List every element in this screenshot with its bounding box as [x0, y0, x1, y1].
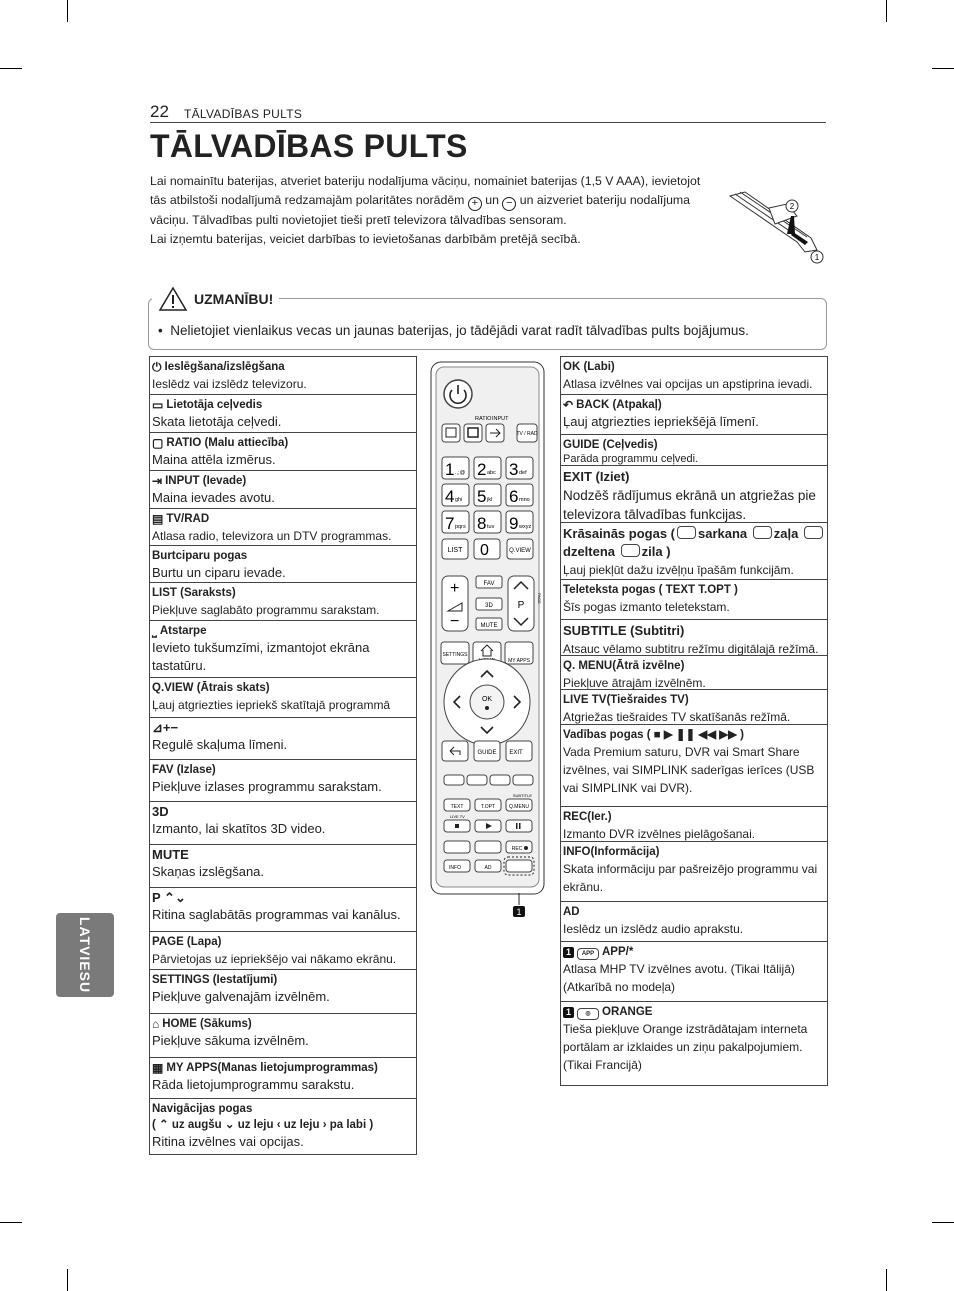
item-title-text: FAV (Izlase) [152, 764, 216, 776]
p-key-label: P [517, 600, 525, 611]
right-description-column [560, 356, 828, 1086]
note-badge: 1 [563, 1007, 574, 1018]
left-item [150, 509, 416, 546]
item-description: Piekļuve izlases programmu sarakstam. [152, 779, 382, 794]
remote-control-illustration [430, 361, 545, 895]
item-description: Maina ievades avotu. [152, 490, 275, 505]
item-description: Maina attēla izmērus. [152, 452, 276, 467]
left-item [150, 433, 416, 471]
red-button-icon [677, 526, 696, 539]
number-key-letters: mno [519, 497, 530, 503]
zero-key-label: 0 [480, 542, 489, 559]
right-item [561, 902, 827, 942]
item-title [563, 468, 825, 486]
left-item [150, 583, 416, 621]
button-icon: ◎ [577, 1008, 599, 1020]
ok-key-label: OK [481, 696, 493, 703]
item-description: Ieslēdz vai izslēdz televizoru. [152, 377, 307, 391]
page-caption: PAGE [537, 593, 542, 604]
number-key-digit: 6 [509, 487, 519, 506]
item-title [152, 934, 414, 950]
left-item [150, 678, 416, 718]
right-item [561, 725, 827, 807]
item-title [563, 582, 825, 598]
number-key-digit: 9 [509, 514, 519, 533]
function-icon: ⏻ [152, 360, 162, 374]
note-badge: 1 [563, 947, 574, 958]
intro-text-segment: un [485, 193, 499, 207]
item-description: Atlasa radio, televizora un DTV programmas. [152, 529, 392, 543]
item-title-text: APP/* [602, 946, 634, 958]
right-item [561, 395, 827, 435]
function-icon: ▦ [152, 1061, 164, 1075]
item-title [152, 680, 414, 696]
number-key-digit: 8 [477, 514, 487, 533]
item-description: Ieslēdz un izslēdz audio aprakstu. [563, 922, 744, 936]
item-description: Piekļuve sākuma izvēlnēm. [152, 1033, 309, 1048]
yellow-button-icon [804, 526, 823, 539]
color-label: sarkana [698, 526, 748, 541]
item-title-text: EXIT (Iziet) [563, 469, 630, 484]
item-title-text: AD [563, 906, 580, 918]
function-icon: ⌂ [152, 1017, 160, 1031]
item-title-text: TV/RAD [166, 513, 210, 525]
item-description: Skaņas izslēgšana. [152, 864, 265, 879]
item-title-text: BACK (Atpakaļ) [576, 399, 662, 411]
item-title-text: Atstarpe [159, 625, 207, 637]
left-description-column [149, 356, 417, 1155]
left-item [150, 1099, 416, 1154]
item-title [563, 809, 825, 825]
exit-key-label: EXIT [509, 750, 523, 756]
battery-cover-illustration [725, 190, 830, 265]
right-item [561, 690, 827, 725]
item-description: Pārvietojas uz iepriekšējo vai nākamo ekrānu. [152, 952, 397, 966]
function-icon: ▢ [152, 436, 164, 450]
left-item [150, 718, 416, 760]
item-title-text: MY APPS(Manas lietojumprogrammas) [166, 1062, 378, 1074]
item-title [152, 1101, 414, 1117]
tvrad-label: TV / RAD [516, 431, 538, 437]
number-key-digit: 5 [477, 487, 487, 506]
item-title [563, 437, 825, 453]
item-title-text: 3D [152, 804, 169, 819]
item-description: Atlasa MHP TV izvēlnes avotu. (Tikai Itālijā) (Atkarībā no modeļa) [563, 962, 795, 994]
left-item [150, 1058, 416, 1099]
crop-mark [67, 0, 68, 22]
crop-mark [932, 68, 954, 69]
caution-text [158, 323, 749, 338]
number-key-digit: 2 [477, 460, 487, 479]
green-button-icon [753, 526, 772, 539]
crop-mark [886, 0, 887, 22]
crop-mark [886, 1269, 887, 1291]
number-key-letters: def [519, 470, 527, 476]
item-description: Rāda lietojumprogrammu sarakstu. [152, 1077, 355, 1092]
number-key-letters: tuv [487, 524, 495, 530]
item-title-text: OK (Labi) [563, 361, 615, 373]
item-subtitle: ( ⌃ uz augšu ⌄ uz leju ‹ uz leju › pa labi ) [152, 1119, 374, 1131]
number-key-letters: .,;@ [455, 470, 466, 476]
item-title [563, 1004, 825, 1020]
item-description: Ievieto tukšumzīmi, izmantojot ekrāna tastatūru. [152, 640, 370, 673]
item-description: Piekļuve ātrajām izvēlnēm. [563, 676, 706, 690]
item-title [152, 585, 414, 601]
left-item [150, 970, 416, 1014]
bullet: • [158, 323, 163, 338]
right-item [561, 807, 827, 842]
list-key-label: LIST [447, 547, 463, 554]
item-title-text: Vadības pogas ( ■ ▶ ❚❚ ◀◀ ▶▶ ) [563, 729, 744, 741]
item-description: Burtu un ciparu ievade. [152, 565, 286, 580]
ad-key-label: AD [484, 865, 492, 871]
item-description: Šīs pogas izmanto teletekstam. [563, 600, 730, 614]
item-description: Ritina izvēlnes vai opcijas. [152, 1134, 304, 1149]
number-key-letters: abc [487, 470, 496, 476]
left-item [150, 888, 416, 932]
item-title [152, 473, 414, 489]
right-item [561, 656, 827, 690]
function-icon: ⎵ [152, 624, 157, 638]
item-title [152, 890, 414, 906]
left-item [150, 845, 416, 888]
item-title-text: Krāsainās pogas ( [563, 526, 675, 541]
caution-title: UZMANĪBU! [194, 291, 274, 307]
number-key-letters: wxyz [519, 524, 532, 530]
color-label: zaļa [773, 526, 799, 541]
item-description: Atlasa izvēlnes vai opcijas un apstiprina ievadi. [563, 377, 813, 391]
intro-text-segment: tās atbilstoši nodalījumā redzamajām polaritātes norādēm [150, 193, 465, 207]
item-title-text: ⊿+− [152, 720, 179, 735]
item-title [152, 397, 414, 413]
number-keypad [442, 457, 533, 533]
warning-icon [158, 286, 188, 312]
item-description: Izmanto, lai skatītos 3D video. [152, 821, 326, 836]
item-title [563, 844, 825, 860]
intro-line: vāciņu. Tālvadības pulti novietojiet tieši pretī televizora tālvadības sensoram. [150, 213, 567, 227]
item-description: Ļauj atgriezties iepriekšējā līmenī. [563, 414, 759, 429]
qview-key-label: Q.VIEW [509, 548, 531, 554]
item-description: Nodzēš rādījumus ekrānā un atgriežas pie televizora tālvadības funkcijas. [563, 488, 816, 522]
intro-line: Lai izņemtu baterijas, veiciet darbības to ievietošanas darbībām pretējā secībā. [150, 232, 581, 246]
number-key-digit: 3 [509, 460, 519, 479]
ratio-caption: RATIO [475, 416, 492, 422]
left-item [150, 802, 416, 845]
item-title-text: RATIO (Malu attiecība) [166, 437, 289, 449]
right-item [561, 357, 827, 395]
item-title [563, 359, 825, 375]
item-title-text: INFO(Informācija) [563, 846, 660, 858]
blue-button-icon [621, 544, 640, 557]
item-description: Piekļuve saglabāto programmu sarakstam. [152, 603, 380, 617]
left-item [150, 546, 416, 583]
left-item [150, 621, 416, 678]
svg-text:−: − [450, 613, 460, 630]
item-description: Piekļuve galvenajām izvēlnēm. [152, 989, 330, 1004]
item-title [152, 511, 414, 527]
item-description: Ļauj piekļūt dažu izvēļņu īpašām funkcijām. [563, 563, 794, 577]
item-description: Vada Premium saturu, DVR vai Smart Share izvēlnes, vai SIMPLINK saderīgas ierīces (USB vai SIMPLINK vai DVR). [563, 745, 815, 795]
right-item [561, 1002, 827, 1085]
left-item [150, 932, 416, 970]
item-title-text: REC(Ier.) [563, 811, 612, 823]
item-title-text: LIST (Saraksts) [152, 587, 236, 599]
minus-icon: − [502, 197, 516, 211]
intro-line [150, 191, 720, 211]
item-title-text: Burtciparu pogas [152, 550, 248, 562]
back-icon: ↶ [563, 398, 574, 412]
right-item [561, 435, 827, 466]
callout-marker [509, 893, 529, 919]
item-title [563, 397, 825, 413]
item-title [152, 435, 414, 451]
function-icon: ▤ [152, 512, 164, 526]
fav-key-label: FAV [483, 581, 495, 587]
item-title-text: MUTE [152, 847, 189, 862]
number-key-letters: jkl [487, 497, 493, 503]
left-item [150, 471, 416, 509]
qmenu-key-label: Q.MENU [509, 804, 529, 810]
settings-key-label: SETTINGS [442, 652, 468, 658]
item-title-text: Lietotāja ceļvedis [166, 399, 263, 411]
info-key-label: INFO [449, 865, 461, 871]
item-description: Parāda programmu ceļvedi. [563, 453, 699, 465]
item-title [563, 904, 825, 920]
number-key-letters: pqrs [455, 524, 466, 530]
page-header [150, 104, 826, 123]
callout-label: 1 [516, 907, 522, 917]
item-description: Atsauc vēlamo subtitru režīmu digitālajā režīmā. [563, 642, 819, 656]
item-title [152, 623, 414, 639]
mute-key-label: MUTE [480, 623, 498, 629]
item-title [563, 525, 825, 561]
item-title-text: PAGE (Lapa) [152, 936, 222, 948]
subtitle-caption: SUBTITLE [512, 793, 532, 798]
item-title-text: Q. MENU(Ātrā izvēlne) [563, 660, 685, 672]
item-title [152, 762, 414, 778]
item-description: Regulē skaļuma līmeni. [152, 737, 288, 752]
left-item [150, 1014, 416, 1058]
item-description: Atgriežas tiešraides TV skatīšanās režīmā. [563, 710, 791, 724]
3d-key-label: 3D [485, 603, 493, 609]
color-label: dzeltena [563, 544, 616, 559]
item-description: Izmanto DVR izvēlnes pielāgošanai. [563, 827, 756, 841]
number-key-digit: 7 [445, 514, 455, 533]
item-title-text: Teleteksta pogas ( TEXT T.OPT ) [563, 584, 738, 596]
item-title [563, 658, 825, 674]
input-caption: INPUT [492, 416, 509, 422]
step-2-label: 2 [789, 202, 795, 211]
right-item [561, 466, 827, 523]
item-description: Skata lietotāja ceļvedi. [152, 414, 282, 429]
item-title [563, 944, 825, 960]
item-title-text: GUIDE (Ceļvedis) [563, 439, 658, 451]
crop-mark [0, 1222, 22, 1223]
guide-key-label: GUIDE [477, 750, 497, 756]
right-item [561, 620, 827, 656]
right-item [561, 580, 827, 620]
item-title-text: SUBTITLE (Subtitri) [563, 623, 685, 638]
right-item [561, 942, 827, 1002]
item-title [152, 359, 414, 375]
item-description: Ļauj atgriezties iepriekš skatītajā programmā [152, 698, 391, 712]
left-item [150, 760, 416, 802]
plus-icon: + [468, 197, 482, 211]
item-title [152, 548, 414, 564]
item-title [152, 972, 414, 988]
caution-message: Nelietojiet vienlaikus vecas un jaunas baterijas, jo tādējādi varat radīt tālvadības pults bojājumus. [170, 323, 749, 338]
left-item [150, 357, 416, 395]
myapps-key-label: MY APPS [508, 658, 530, 664]
item-title-text: P ⌃⌄ [152, 890, 186, 905]
item-title-text: Navigācijas pogas [152, 1103, 253, 1115]
item-title [563, 622, 825, 640]
item-title-text: ORANGE [602, 1006, 653, 1018]
item-title [152, 847, 414, 863]
language-tab [56, 913, 114, 997]
item-title-text: HOME (Sākums) [162, 1018, 252, 1030]
item-title-text: Q.VIEW (Ātrais skats) [152, 682, 270, 694]
number-key-letters: ghi [455, 497, 463, 503]
intro-text [150, 172, 720, 249]
item-description: Tieša piekļuve Orange izstrādātajam interneta portālam ar izklaides un ziņu pakalpojumiem. (Tikai Francijā) [563, 1022, 808, 1072]
number-key-digit: 4 [445, 487, 455, 506]
button-icon: APP [577, 948, 599, 960]
item-description: Ritina saglabātās programmas vai kanālus. [152, 907, 401, 922]
number-key-digit: 1 [445, 460, 455, 479]
step-1-label: 1 [814, 253, 820, 262]
item-title [563, 727, 825, 743]
caution-heading [152, 286, 279, 312]
crop-mark [932, 1222, 954, 1223]
item-description: Skata informāciju par pašreizējo programmu vai ekrānu. [563, 862, 818, 894]
function-icon: ⇥ [152, 474, 163, 488]
item-title [152, 720, 414, 736]
crop-mark [67, 1269, 68, 1291]
page-number: 22 [150, 102, 169, 121]
item-title [152, 804, 414, 820]
page-title: TĀLVADĪBAS PULTS [150, 128, 468, 164]
crop-mark [0, 68, 22, 69]
color-label: zila ) [641, 544, 671, 559]
topt-key-label: T.OPT [480, 804, 496, 810]
livetv-caption: LIVE TV [450, 814, 465, 819]
right-item [561, 842, 827, 902]
svg-text:+: + [450, 580, 460, 597]
function-icon: ▭ [152, 398, 164, 412]
rec-key-label: REC [511, 846, 523, 852]
intro-text-segment: un aizveriet bateriju nodalījuma [519, 193, 691, 207]
item-title-text: INPUT (Ievade) [165, 475, 247, 487]
language-label: LATVIESU [77, 916, 93, 994]
text-key-label: TEXT [450, 804, 464, 810]
intro-line: Lai nomainītu baterijas, atveriet bateriju nodalījuma vāciņu, nomainiet baterijas (1,5 V AAA), ievietojot [150, 174, 701, 188]
item-title-text: Ieslēgšana/izslēgšana [164, 361, 285, 373]
item-title [563, 692, 825, 708]
item-title [152, 1060, 414, 1076]
header-section: TĀLVADĪBAS PULTS [184, 107, 303, 121]
left-item [150, 395, 416, 433]
item-title [152, 1016, 414, 1032]
item-title-text: SETTINGS (Iestatījumi) [152, 974, 278, 986]
right-item [561, 523, 827, 580]
item-title-text: LIVE TV(Tiešraides TV) [563, 694, 689, 706]
